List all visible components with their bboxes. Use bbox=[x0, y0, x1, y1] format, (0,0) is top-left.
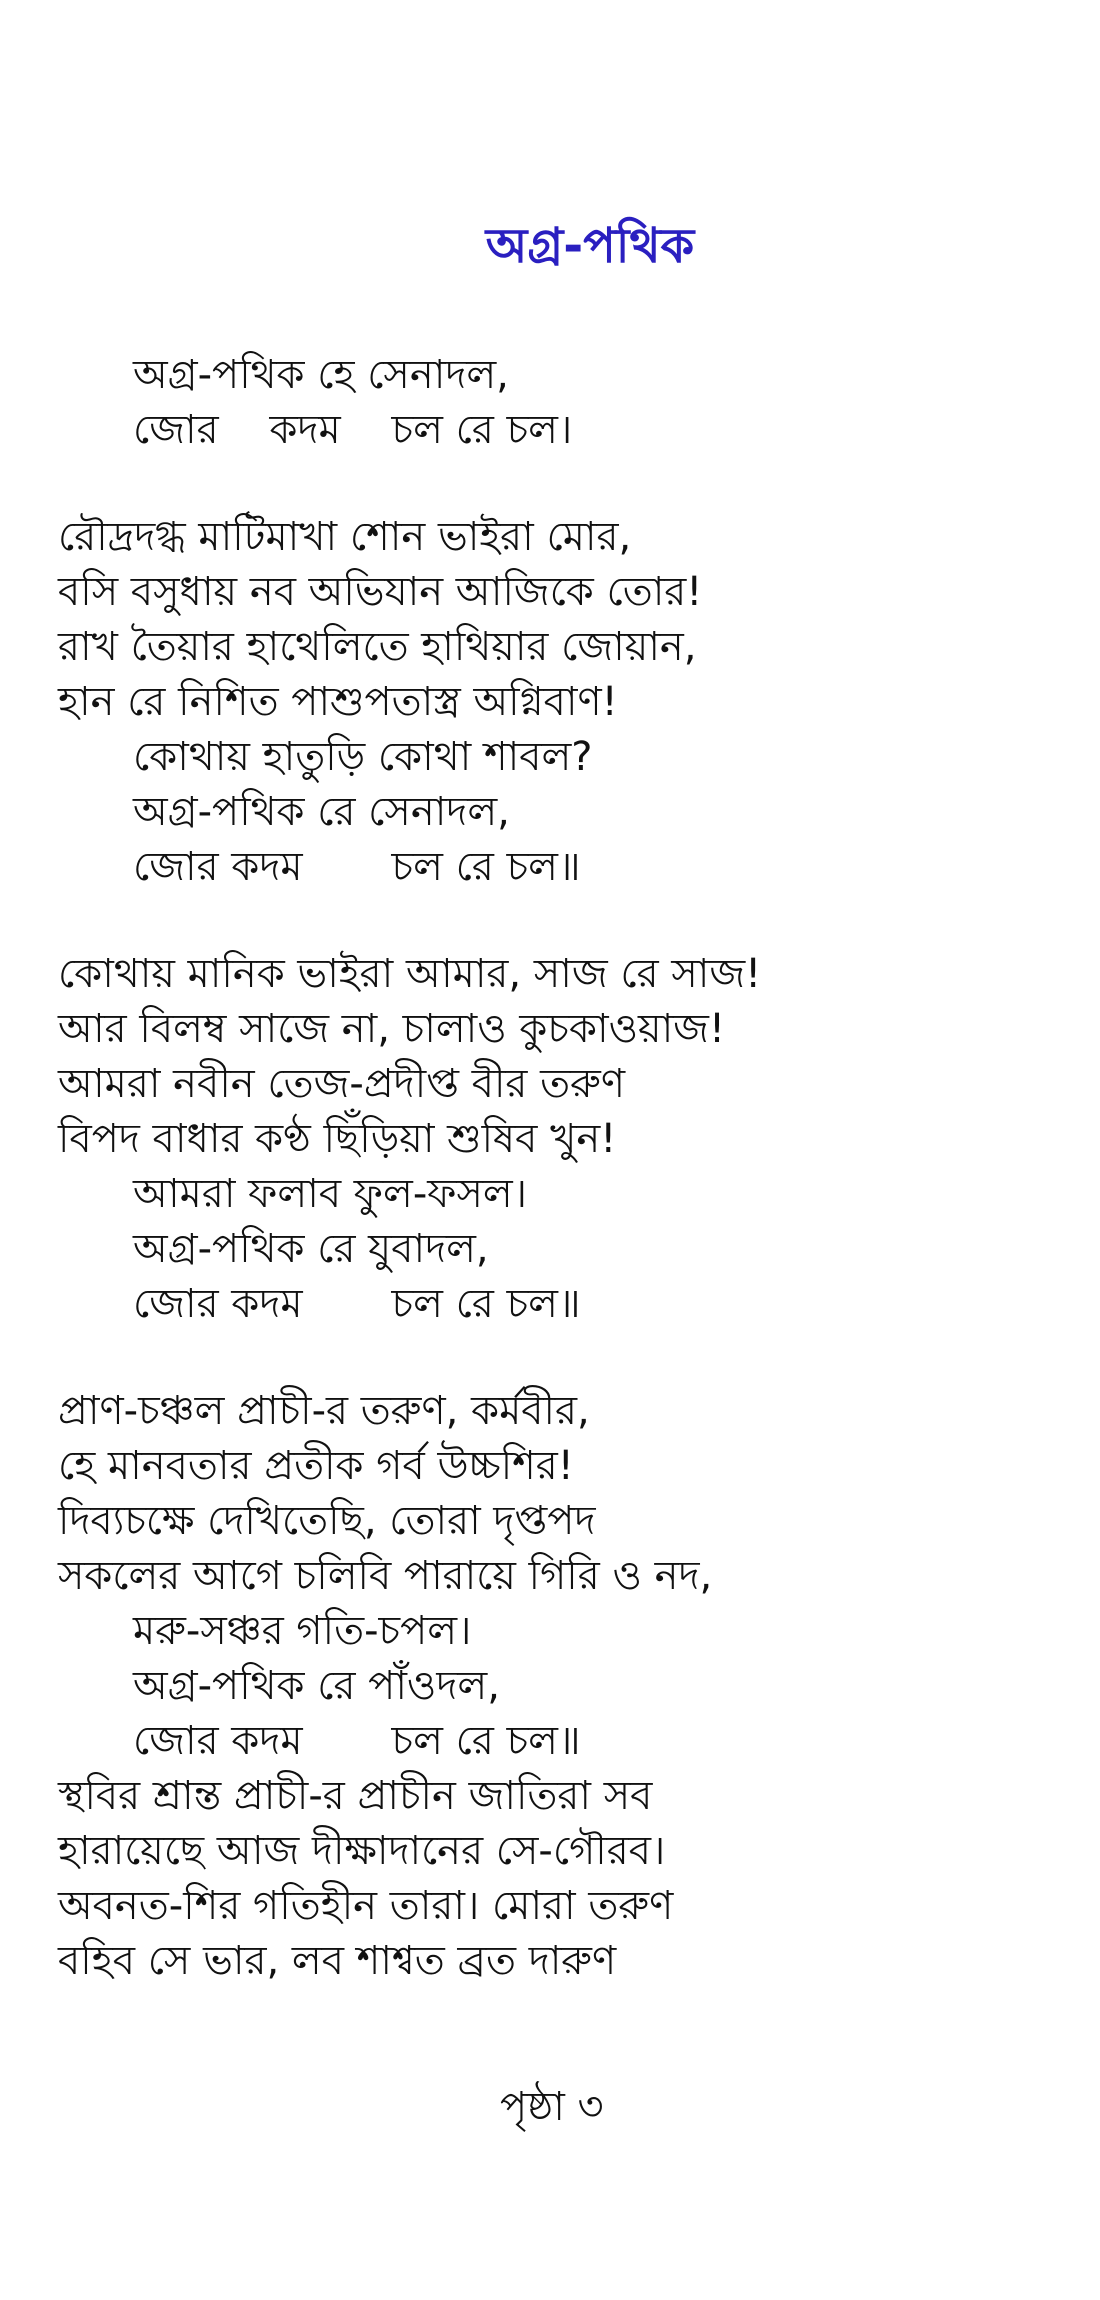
poem-line: প্রাণ-চঞ্চল প্রাচী-র তরুণ, কর্মবীর, bbox=[58, 1388, 590, 1434]
poem-line: বহিব সে ভার, লব শাশ্বত ব্রত দারুণ bbox=[58, 1938, 617, 1984]
poem-line: কোথায় হাতুড়ি কোথা শাবল? bbox=[133, 734, 593, 780]
poem-line: দিব্যচক্ষে দেখিতেছি, তোরা দৃপ্তপদ bbox=[58, 1498, 596, 1544]
poem-line: অগ্র-পথিক রে পাঁওদল, bbox=[133, 1663, 500, 1709]
poem-line: অগ্র-পথিক রে সেনাদল, bbox=[133, 789, 510, 835]
refrain-line: জোর কদম চল রে চল। bbox=[133, 407, 573, 453]
poem-line: রাখ তৈয়ার হাথেলিতে হাথিয়ার জোয়ান, bbox=[58, 624, 697, 670]
poem-line: হারায়েছে আজ দীক্ষাদানের সে-গৌরব। bbox=[58, 1828, 666, 1874]
poem-line: স্থবির শ্রান্ত প্রাচী-র প্রাচীন জাতিরা সব bbox=[58, 1773, 653, 1819]
poem-line: হে মানবতার প্রতীক গর্ব উচ্চশির! bbox=[58, 1443, 574, 1489]
page-title: অগ্র-পথিক bbox=[485, 218, 695, 274]
poem-line: অগ্র-পথিক রে যুবাদল, bbox=[133, 1226, 489, 1272]
stanza-gap bbox=[58, 1332, 1058, 1384]
stanza-gap bbox=[58, 895, 1058, 947]
poem-line: সকলের আগে চলিবি পারায়ে গিরি ও নদ, bbox=[58, 1553, 713, 1599]
stanza-gap bbox=[58, 458, 1058, 510]
poem-line: আর বিলম্ব সাজে না, চালাও কুচকাওয়াজ! bbox=[58, 1006, 725, 1052]
poem-line: বসি বসুধায় নব অভিযান আজিকে তোর! bbox=[58, 569, 703, 615]
poem-body bbox=[58, 348, 1058, 1989]
poem-line: আমরা ফলাব ফুল-ফসল। bbox=[133, 1171, 528, 1217]
page-number: পৃষ্ঠা ৩ bbox=[500, 2084, 604, 2130]
poem-line: জোর কদম চল রে চল॥ bbox=[133, 844, 581, 890]
poem-line: অবনত-শির গতিহীন তারা। মোরা তরুণ bbox=[58, 1883, 674, 1929]
poem-line: জোর কদম চল রে চল॥ bbox=[133, 1718, 581, 1764]
poem-line: আমরা নবীন তেজ-প্রদীপ্ত বীর তরুণ bbox=[58, 1061, 626, 1107]
poem-line: বিপদ বাধার কণ্ঠ ছিঁড়িয়া শুষিব খুন! bbox=[58, 1116, 617, 1162]
refrain-line: অগ্র-পথিক হে সেনাদল, bbox=[133, 352, 509, 398]
poem-line: জোর কদম চল রে চল॥ bbox=[133, 1281, 581, 1327]
poem-line: রৌদ্রদগ্ধ মাটিমাখা শোন ভাইরা মোর, bbox=[58, 514, 632, 560]
poem-line: কোথায় মানিক ভাইরা আমার, সাজ রে সাজ! bbox=[58, 951, 762, 997]
poem-line: মরু-সঞ্চর গতি-চপল। bbox=[133, 1608, 472, 1654]
poem-line: হান রে নিশিত পাশুপতাস্ত্র অগ্নিবাণ! bbox=[58, 679, 618, 725]
